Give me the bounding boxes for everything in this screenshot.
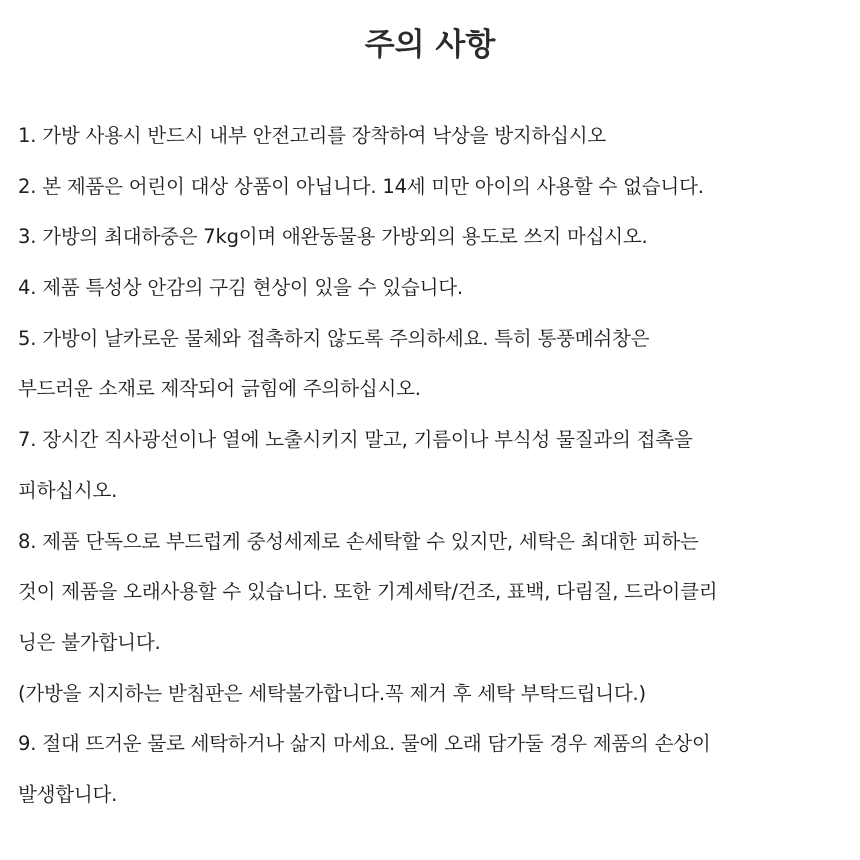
caution-line: 7. 장시간 직사광선이나 열에 노출시키지 말고, 기름이나 부식성 물질과의 접촉을: [18, 428, 693, 452]
caution-line: 8. 제품 단독으로 부드럽게 중성세제로 손세탁할 수 있지만, 세탁은 최대한 피하는: [18, 529, 699, 553]
caution-line: 닝은 불가합니다.: [18, 630, 161, 654]
page-title: 주의 사항: [364, 27, 496, 63]
caution-line: 것이 제품을 오래사용할 수 있습니다. 또한 기계세탁/건조, 표백, 다림질, 드라이클리: [18, 580, 718, 604]
caution-list: [18, 111, 854, 821]
caution-line: 4. 제품 특성상 안감의 구김 현상이 있을 수 있습니다.: [18, 276, 463, 300]
caution-line: 2. 본 제품은 어린이 대상 상품이 아닙니다. 14세 미만 아이의 사용할 수 없습니다.: [18, 174, 704, 198]
caution-line: 피하십시오.: [18, 478, 118, 502]
caution-line: 발생합니다.: [18, 782, 118, 806]
caution-line: 1. 가방 사용시 반드시 내부 안전고리를 장착하여 낙상을 방지하십시오: [18, 124, 607, 147]
caution-line: 9. 절대 뜨거운 물로 세탁하거나 삶지 마세요. 물에 오래 담가둘 경우 제품의 손상이: [18, 732, 711, 756]
caution-line: (가방을 지지하는 받침판은 세탁불가합니다.꼭 제거 후 세탁 부탁드립니다.): [18, 681, 646, 705]
caution-line: 3. 가방의 최대하중은 7kg이며 애완동물용 가방외의 용도로 쓰지 마십시오.: [18, 225, 648, 249]
caution-line: 부드러운 소재로 제작되어 긁힘에 주의하십시오.: [18, 377, 421, 401]
caution-line: 5. 가방이 날카로운 물체와 접촉하지 않도록 주의하세요. 특히 통풍메쉬창은: [18, 326, 650, 350]
